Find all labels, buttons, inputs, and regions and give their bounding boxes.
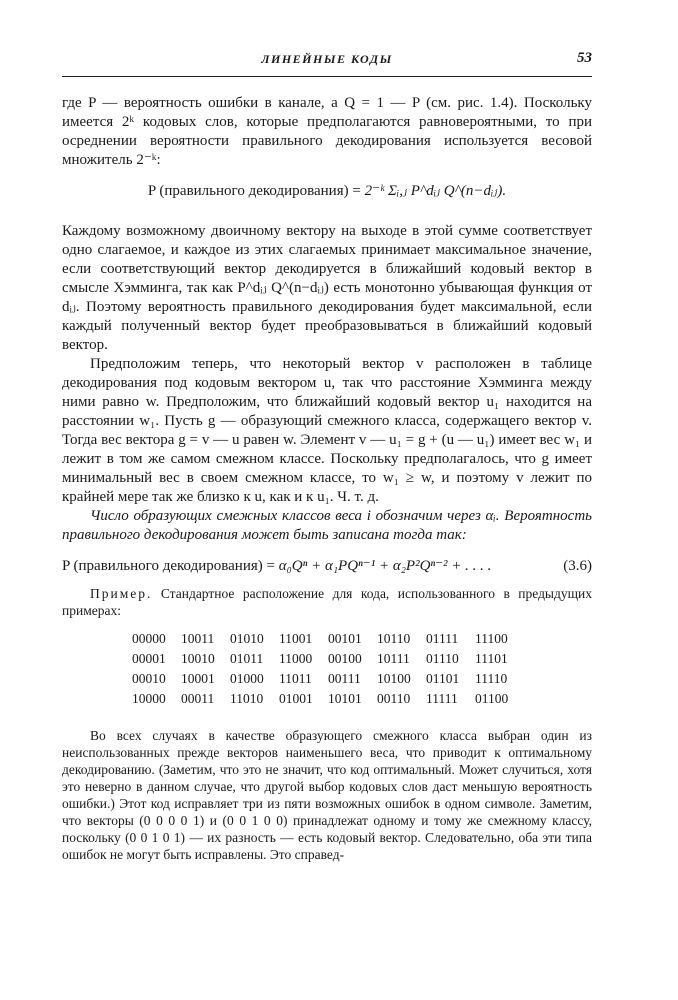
table-cell: 01000 [230, 671, 264, 686]
paragraph-1: где P — вероятность ошибки в канале, а Q = 1 — P (см. рис. 1.4). Поскольку имеется 2ᵏ кодовых слов, которые предполагаются равновероятными, то при осреднении вероятности правильного декодирования используется весовой множитель 2⁻ᵏ: [62, 95, 592, 168]
table-cell: 00010 [132, 671, 166, 686]
equation-number: (3.6) [563, 558, 592, 574]
table-cell: 11111 [426, 691, 458, 706]
table-cell: 01011 [230, 651, 264, 666]
table-cell: 11110 [475, 671, 508, 686]
table-cell: 10011 [181, 631, 215, 646]
example-block [62, 585, 592, 863]
running-title: ЛИНЕЙНЫЕ КОДЫ [261, 52, 393, 66]
table-cell: 10100 [377, 671, 411, 686]
equation-3-6 [62, 555, 592, 577]
paragraph-2: Каждому возможному двоичному вектору на выходе в этой сумме соответствует одно слагаемое, и каждое из этих слагаемых принимает максимальное значение, если соответствующий вектор декодируется в ближайший кодовый вектор в смысле Хэмминга, так как P^dᵢⱼ Q^(n−dᵢⱼ) есть монотонно убывающая функция от dᵢⱼ. Поэтому вероятность правильного декодирования будет максимальной, если каждый полученный вектор будет преобразовываться в ближайший кодовый вектор. [62, 223, 592, 353]
table-cell: 01010 [230, 631, 264, 646]
table-cell: 10000 [132, 691, 166, 706]
formula-1-lhs: P (правильного декодирования) = [147, 183, 361, 199]
standard-array-table [132, 629, 524, 709]
equation-rhs: α₀Qⁿ + α₁PQⁿ⁻¹ + α₂P²Qⁿ⁻² + . . . . [278, 558, 492, 574]
table-cell: 10010 [181, 651, 215, 666]
table-row [132, 649, 524, 669]
conclusion-paragraph: Во всех случаях в качестве образующего смежного класса выбран один из неиспользованных прежде векторов наименьшего веса, что приводит к оптимальному декодированию. (Заметим, что это не значит, что код оптимальный. Может случиться, хотя это неверно в данном случае, что другой выбор кодовых слов даст меньшую вероятность ошибки.) Этот код исправляет три из пяти возможных ошибок в одном символе. Заметим, что векторы (0 0 0 0 1) и (0 0 1 0 0) принадлежат одному и тому же смежному классу, поскольку (0 0 1 0 1) — их разность — есть кодовый вектор. Следовательно, оба эти типа ошибок не могут быть исправлены. Это справед- [62, 728, 592, 862]
formula-1-rhs: 2⁻ᵏ Σᵢ,ⱼ P^dᵢⱼ Q^(n−dᵢⱼ). [364, 183, 507, 199]
table-cell: 00110 [377, 691, 411, 706]
table-cell: 00001 [132, 651, 166, 666]
table-cell: 00111 [328, 671, 361, 686]
formula-correct-decoding [62, 176, 592, 206]
paragraph-3: Предположим теперь, что некоторый вектор v расположен в таблице декодирования под кодовым вектором u, так что расстояние Хэмминга между ними равно w. Предположим, что ближайший кодовый вектор u₁ находится на расстоянии w₁. Пусть g — образующий смежного класса, содержащего вектор v. Тогда вес вектора g = v — u равен w. Элемент v — u₁ = g + (u — u₁) имеет вес w₁ и лежит в том же самом смежном классе. Поскольку предполагалось, что g имеет минимальный вес в своем смежном классе, то w₁ ≥ w, и поэтому v лежит по крайней мере так же близко к u, как и к u₁. Ч. т. д. [62, 356, 592, 505]
table-cell: 10101 [328, 691, 362, 706]
table-cell: 11011 [279, 671, 312, 686]
table-row [132, 629, 524, 649]
table-cell: 00101 [328, 631, 362, 646]
table-cell: 01101 [426, 671, 460, 686]
page-body [62, 94, 592, 863]
table-cell: 11100 [475, 631, 508, 646]
table-cell: 11101 [475, 651, 508, 666]
table-cell: 00000 [132, 631, 166, 646]
table-cell: 01110 [426, 651, 459, 666]
page-number: 53 [577, 50, 592, 66]
paragraph-4: Число образующих смежных классов веса i обозначим через αᵢ. Вероятность правильного декодирования может быть записана тогда так: [62, 508, 592, 543]
example-label: Пример. [90, 586, 153, 601]
table-cell: 00100 [328, 651, 362, 666]
table-cell: 10111 [377, 651, 410, 666]
table-cell: 01111 [426, 631, 459, 646]
table-cell: 10110 [377, 631, 411, 646]
table-cell: 01100 [475, 691, 509, 706]
table-cell: 11000 [279, 651, 313, 666]
example-text: Стандартное расположение для кода, использованного в предыдущих примерах: [62, 586, 592, 618]
table-cell: 11010 [230, 691, 264, 706]
table-cell: 11001 [279, 631, 313, 646]
table-cell: 10001 [181, 671, 215, 686]
equation-lhs: P (правильного декодирования) = [62, 558, 275, 574]
table-row [132, 669, 524, 689]
header-rule [62, 76, 592, 77]
table-cell: 01001 [279, 691, 313, 706]
table-cell: 00011 [181, 691, 215, 706]
table-row [132, 689, 524, 709]
running-header [62, 52, 592, 74]
